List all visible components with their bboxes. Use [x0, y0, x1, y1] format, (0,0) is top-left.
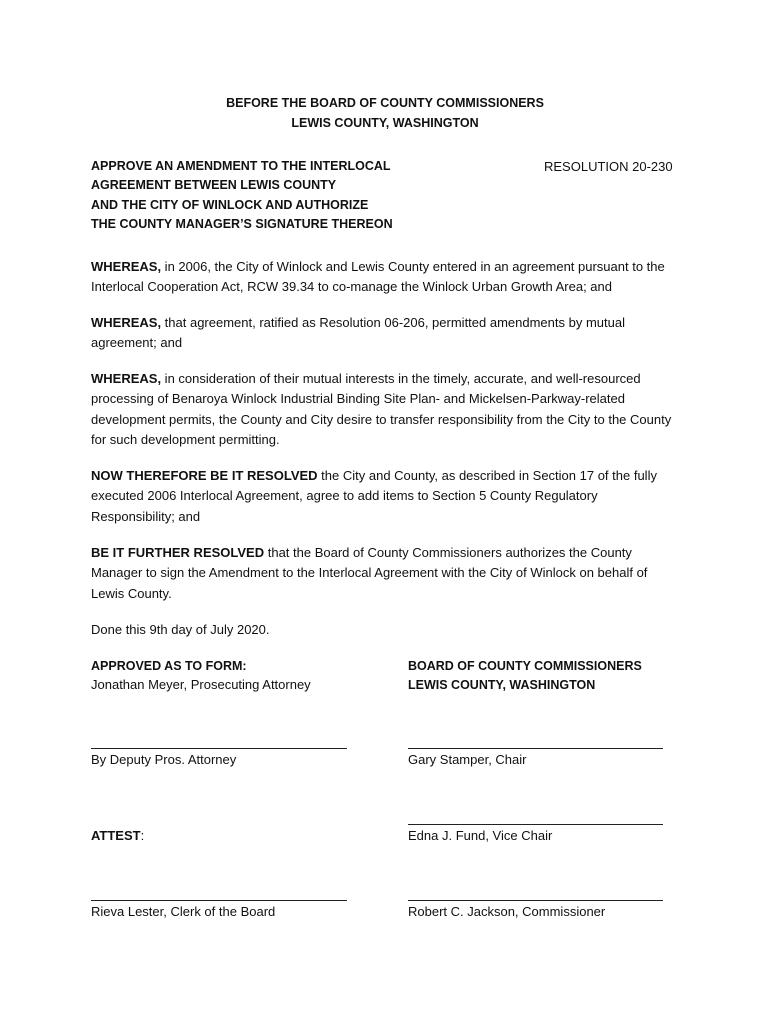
approved-heading: APPROVED AS TO FORM: — [91, 659, 247, 673]
paragraph-lead: BE IT FURTHER RESOLVED — [91, 545, 265, 560]
title-line: AND THE CITY OF WINLOCK AND AUTHORIZE — [91, 197, 369, 212]
title-line: AGREEMENT BETWEEN LEWIS COUNTY — [91, 178, 337, 193]
vice-chair-signature-line — [408, 824, 663, 825]
deputy-attorney-label: By Deputy Pros. Attorney — [91, 752, 237, 767]
title-line: APPROVE AN AMENDMENT TO THE INTERLOCAL — [91, 159, 391, 173]
paragraph-lead: WHEREAS, — [91, 315, 162, 330]
vice-chair-name: Edna J. Fund, Vice Chair — [408, 828, 553, 843]
resolution-number: RESOLUTION 20-230 — [544, 159, 673, 174]
paragraph-lead: NOW THEREFORE BE IT RESOLVED — [91, 468, 318, 483]
paragraph-text: the City and County, as described in Section 17 of the fully executed 2006 Interlocal Agreement, agree to add items to Section 5 County Regulatory Responsibility; and — [91, 468, 657, 524]
done-date: Done this 9th day of July 2020. — [91, 622, 270, 637]
whereas-paragraph-1 — [91, 257, 683, 298]
deputy-signature-line — [91, 748, 347, 749]
commissioner-signature-line — [408, 900, 663, 901]
attest-colon: : — [140, 828, 145, 843]
clerk-signature-line — [91, 900, 347, 901]
chair-signature-line — [408, 748, 663, 749]
chair-name: Gary Stamper, Chair — [408, 752, 527, 767]
resolved-paragraph — [91, 466, 683, 527]
paragraph-text: in 2006, the City of Winlock and Lewis County entered in an agreement pursuant to the Interlocal Cooperation Act, RCW 39.34 to co-manage the Winlock Urban Growth Area; and — [91, 259, 665, 295]
title-line: THE COUNTY MANAGER’S SIGNATURE THEREON — [91, 216, 393, 231]
further-resolved-paragraph — [91, 543, 683, 604]
attest-label — [91, 826, 144, 846]
whereas-paragraph-2 — [91, 313, 683, 354]
header-line-1: BEFORE THE BOARD OF COUNTY COMMISSIONERS — [226, 96, 544, 110]
resolution-title — [91, 157, 393, 234]
paragraph-text: that the Board of County Commissioners authorizes the County Manager to sign the Amendment to the Interlocal Agreement with the City of Winlock on behalf of Lewis County. — [91, 545, 648, 601]
board-heading-1: BOARD OF COUNTY COMMISSIONERS — [408, 659, 642, 673]
paragraph-lead: WHEREAS, — [91, 259, 162, 274]
whereas-paragraph-3 — [91, 369, 683, 450]
clerk-name: Rieva Lester, Clerk of the Board — [91, 904, 276, 919]
prosecuting-attorney-name: Jonathan Meyer, Prosecuting Attorney — [91, 677, 311, 692]
paragraph-text: that agreement, ratified as Resolution 06-206, permitted amendments by mutual agreement; and — [91, 315, 625, 351]
board-heading-2: LEWIS COUNTY, WASHINGTON — [408, 678, 596, 692]
paragraph-lead: WHEREAS, — [91, 371, 162, 386]
header-line-2: LEWIS COUNTY, WASHINGTON — [291, 116, 479, 130]
commissioner-name: Robert C. Jackson, Commissioner — [408, 904, 606, 919]
paragraph-text: in consideration of their mutual interests in the timely, accurate, and well-resourced processing of Benaroya Winlock Industrial Binding Site Plan- and Mickelsen-Parkway-related development permits, the County and City desire to transfer responsibility from the City to the County for such development permitting. — [91, 371, 672, 447]
attest-word: ATTEST — [91, 828, 141, 843]
